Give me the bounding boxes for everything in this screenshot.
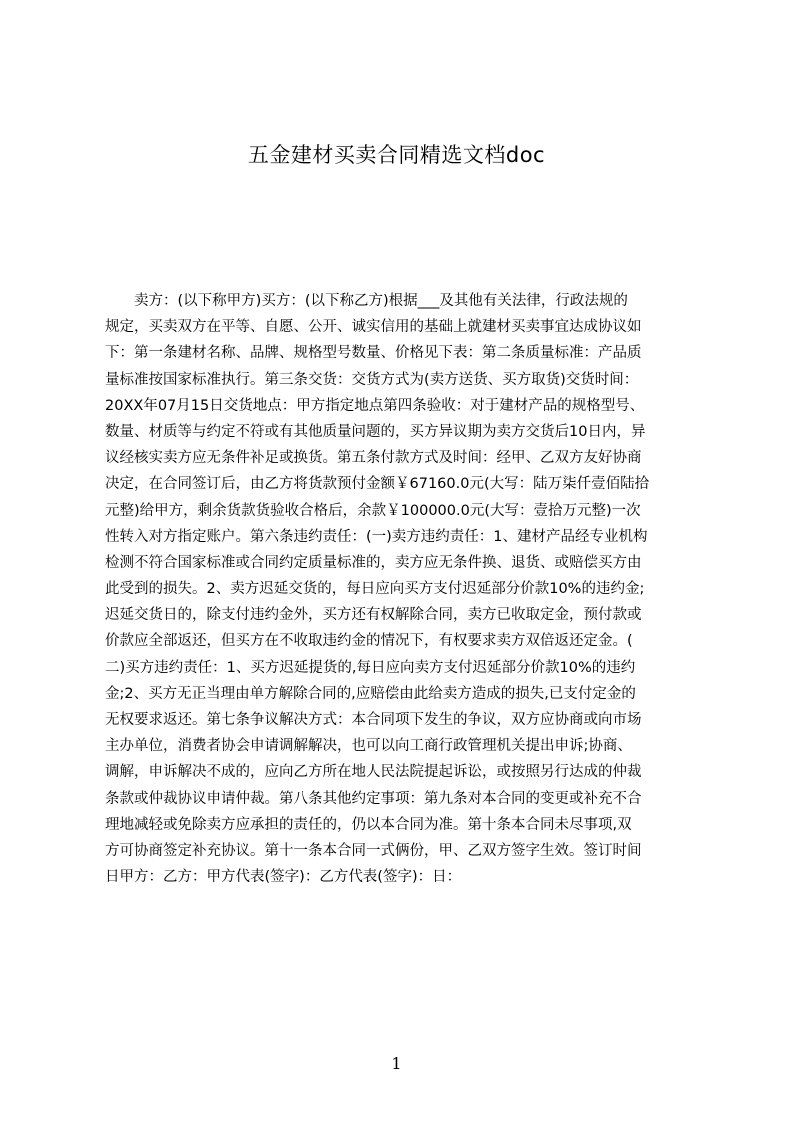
body-line: 数量、材质等与约定不符或有其他质量问题的，买方异议期为卖方交货后10日内，异 (105, 423, 646, 440)
body-line: 二)买方违约责任：1、买方迟延提货的,每日应向卖方支付迟延部分价款10%的违约 (105, 659, 636, 676)
body-line: 卖方：(以下称甲方)买方：(以下称乙方)根据___及其他有关法律，行政法规的 (105, 293, 628, 309)
body-line: 价款应全部返还，但买方在不收取违约金的情况下，有权要求卖方双倍返还定金。( (105, 633, 633, 650)
body-line: 金;2、买方无正当理由单方解除合同的,应赔偿由此给卖方造成的损失,已支付定金的 (105, 685, 636, 702)
body-line: 量标准按国家标准执行。第三条交货：交货方式为(卖方送货、买方取货)交货时间： (105, 371, 639, 388)
contract-body (105, 288, 699, 908)
body-line: 20XX年07月15日交货地点：甲方指定地点第四条验收：对于建材产品的规格型号、 (105, 397, 645, 414)
body-line: 方可协商签定补充协议。第十一条本合同一式俩份，甲、乙双方签字生效。签订时间 (105, 842, 642, 859)
body-line: 主办单位，消费者协会申请调解解决，也可以向工商行政管理机关提出申诉;协商、 (105, 738, 632, 755)
body-line: 日甲方：乙方：甲方代表(签字)：乙方代表(签字)：日： (105, 869, 462, 886)
body-line: 检测不符合国家标准或合同约定质量标准的，卖方应无条件换、退货、或赔偿买方由 (105, 554, 642, 571)
body-line: 此受到的损失。2、卖方迟延交货的，每日应向买方支付迟延部分价款10%的违约金; (105, 581, 645, 598)
body-line: 调解，申诉解决不成的，应向乙方所在地人民法院提起诉讼，或按照另行达成的仲裁 (105, 764, 642, 781)
body-line: 决定，在合同签订后，由乙方将货款预付金额￥67160.0元(大写：陆万柒仟壹佰陆拾 (105, 476, 650, 493)
body-line: 理地减轻或免除卖方应承担的责任的，仍以本合同为准。第十条本合同未尽事项,双 (105, 816, 632, 833)
body-line: 议经核实卖方应无条件补足或换货。第五条付款方式及时间：经甲、乙双方友好协商 (105, 450, 642, 467)
body-line: 迟延交货日的，除支付违约金外，买方还有权解除合同，卖方已收取定金，预付款或 (105, 607, 642, 624)
body-line: 规定，买卖双方在平等、自愿、公开、诚实信用的基础上就建材买卖事宜达成协议如 (105, 319, 642, 336)
body-line: 无权要求返还。第七条争议解决方式：本合同项下发生的争议，双方应协商或向市场 (105, 712, 642, 728)
body-line: 性转入对方指定账户。第六条违约责任：(一)卖方违约责任：1、建材产品经专业机构 (105, 528, 648, 545)
body-line: 条款或仲裁协议申请仲裁。第八条其他约定事项：第九条对本合同的变更或补充不合 (105, 790, 642, 807)
page-number: 1 (391, 1054, 402, 1073)
body-line: 元整)给甲方，剩余货款货验收合格后，余款￥100000.0元(大写：壹拾万元整)一次 (105, 502, 641, 519)
document-title: 五金建材买卖合同精选文档doc (247, 143, 546, 167)
body-line: 下：第一条建材名称、品牌、规格型号数量、价格见下表：第二条质量标准：产品质 (105, 345, 642, 362)
